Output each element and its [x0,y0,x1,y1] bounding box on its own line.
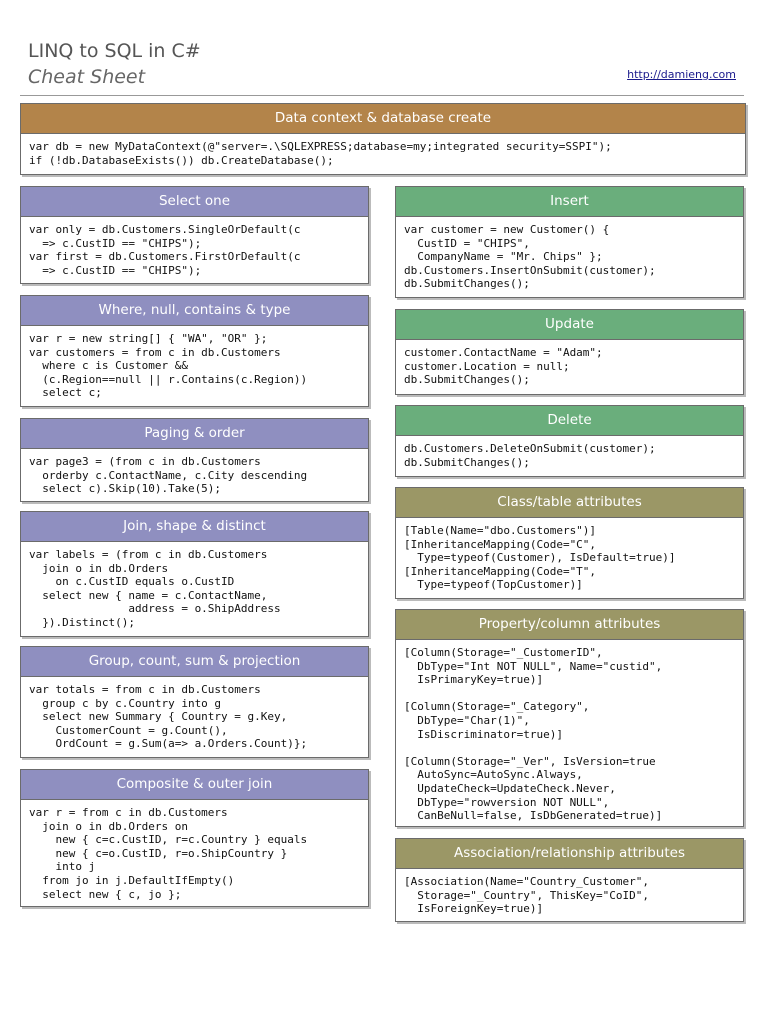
site-link[interactable]: http://damieng.com [627,68,736,81]
code-block: var labels = (from c in db.Customers join o in db.Orders on c.CustID equals o.CustID select new { name = c.ContactName, address = o.ShipAddress }).Distinct(); [29,548,281,629]
section-title: Paging & order [21,419,368,449]
code-block: [Association(Name="Country_Customer", Storage="_Country", ThisKey="CoID", IsForeignKey=true)] [404,875,650,916]
code-block: customer.ContactName = "Adam"; customer.Location = null; db.SubmitChanges(); [404,346,603,387]
section-title: Where, null, contains & type [21,296,368,326]
page-title: LINQ to SQL in C# [28,40,201,62]
section-select-one [20,186,369,284]
code-block: [Column(Storage="_CustomerID", DbType="Int NOT NULL", Name="custid", IsPrimaryKey=true)] [Column(Storage="_Category", DbType="Char(1)", IsDiscriminator=true)] [Column(Storage="_Ver", IsVersion=true AutoSync=AutoSync.Always, UpdateCheck=UpdateCheck.Never, DbType="rowversion NOT NULL", CanBeNull=false, IsDbGenerated=true)] [404,646,663,823]
section-title: Group, count, sum & projection [21,647,368,677]
code-block: db.Customers.DeleteOnSubmit(customer); db.SubmitChanges(); [404,442,656,469]
section-class-attributes [395,487,744,599]
section-where [20,295,369,407]
section-insert [395,186,744,298]
code-block: var only = db.Customers.SingleOrDefault(c => c.CustID == "CHIPS"); var first = db.Customers.FirstOrDefault(c => c.CustID == "CHIPS"); [29,223,301,277]
section-paging [20,418,369,502]
section-join [20,511,369,637]
section-delete [395,405,744,477]
section-title: Property/column attributes [396,610,743,640]
header-divider [20,95,744,96]
code-block: var r = new string[] { "WA", "OR" }; var customers = from c in db.Customers where c is Customer && (c.Region==null || r.Contains(c.Region)) select c; [29,332,308,400]
code-block: var page3 = (from c in db.Customers orderby c.ContactName, c.City descending select c).Skip(10).Take(5); [29,455,308,496]
section-title: Update [396,310,743,340]
section-title: Delete [396,406,743,436]
code-block: var r = from c in db.Customers join o in db.Orders on new { c=c.CustID, r=c.Country } equals new { c=o.CustID, r=o.ShipCountry } into j from jo in j.DefaultIfEmpty() select new { c, jo }; [29,806,308,901]
section-title: Class/table attributes [396,488,743,518]
section-group [20,646,369,758]
code-block: [Table(Name="dbo.Customers")] [InheritanceMapping(Code="C", Type=typeof(Customer), IsDefault=true)] [InheritanceMapping(Code="T", Type=typeof(TopCustomer)] [404,524,676,592]
code-block: var customer = new Customer() { CustID = "CHIPS", CompanyName = "Mr. Chips" }; db.Customers.InsertOnSubmit(customer); db.SubmitChanges(); [404,223,656,291]
section-data-context [20,103,746,175]
section-property-attributes [395,609,744,827]
section-association-attributes [395,838,744,922]
section-update [395,309,744,395]
section-composite [20,769,369,907]
section-title: Join, shape & distinct [21,512,368,542]
section-title: Select one [21,187,368,217]
code-block: var db = new MyDataContext(@"server=.\SQLEXPRESS;database=my;integrated security=SSPI"); if (!db.DatabaseExists()) db.CreateDatabase(); [29,140,612,167]
section-title: Insert [396,187,743,217]
section-title: Association/relationship attributes [396,839,743,869]
section-title: Data context & database create [21,104,745,134]
code-block: var totals = from c in db.Customers group c by c.Country into g select new Summary { Country = g.Key, CustomerCount = g.Count(), OrdCount = g.Sum(a=> a.Orders.Count)}; [29,683,308,751]
page-subtitle: Cheat Sheet [28,66,146,88]
section-title: Composite & outer join [21,770,368,800]
